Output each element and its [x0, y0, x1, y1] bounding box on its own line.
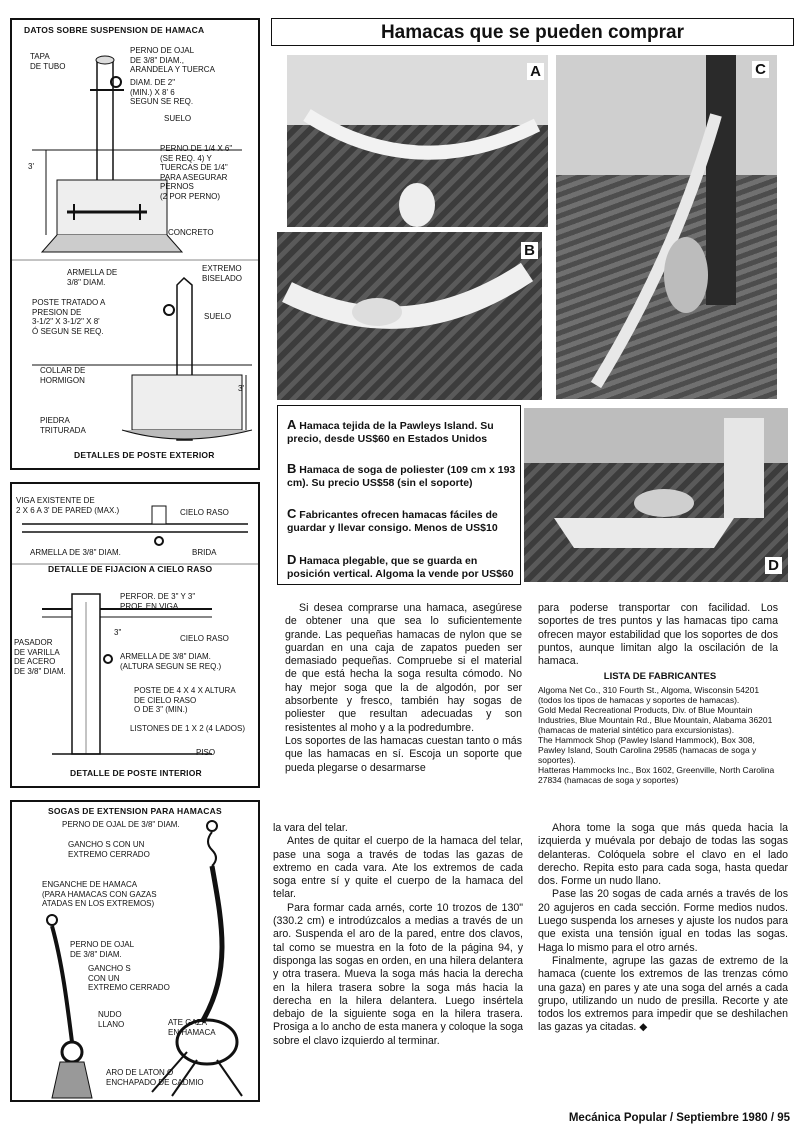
label-suelo-2: SUELO	[204, 312, 232, 321]
label-piedra: PIEDRA TRITURADA	[40, 416, 86, 435]
label-cielo-raso-1: CIELO RASO	[180, 508, 229, 517]
label-poste-ext: POSTE TRATADO A PRESION DE 3-1/2" X 3-1/2" X 8' Ó SEGUN SE REQ.	[32, 298, 106, 336]
label-extremo: EXTREMO BISELADO	[202, 264, 243, 283]
panel-title-suspension: DATOS SOBRE SUSPENSION DE HAMACA	[24, 25, 205, 35]
panel-title-poste-exterior: DETALLES DE POSTE EXTERIOR	[74, 450, 215, 460]
label-perno-top: PERNO DE OJAL DE 3/8" DIAM.	[62, 820, 180, 829]
buy-text-right: para poderse transportar con facilidad. Los soportes de tres puntos y las hamacas tipo cama ofrecen mayor estabilidad que los soportes de dos puntos, aunque limitan algo la oscilación de la hamaca.	[538, 602, 778, 668]
article-column-2: Ahora tome la soga que más queda hacia la izquierda y muévala por debajo de todas las sogas delanteras. Colóquela sobre el clavo en el lado derecho. Repita esto para cada soga, hasta quedar dos. Forme un nudo llano. Pase las 20 sogas de cada arnés a través de los 20 agujeros en cada sección. Forme medios nudos. Luego suspenda los arneses y ajuste los nudos para que exista una tensión igual en todas las sogas. Haga lo mismo para el otro arnés. Finalmente, agrupe las gazas de extremo de la hamaca (cuente los extremos de las trenzas cómo una gaza) en pares y ate una soga del arnés a cada grupo, utilizando un nudo de presilla. Recorte y ate todos los extremos para impedir que se deshilachen las gazas ya citadas. ◆	[538, 822, 788, 1034]
label-viga: VIGA EXISTENTE DE 2 X 6 A 3' DE PARED (MAX.)	[16, 496, 120, 515]
label-perno-quarter: PERNO DE 1/4 X 6" (SE REQ. 4) Y TUERCAS DE 1/4" PARA ASEGURAR PERNOS (2 POR PERNO)	[160, 144, 233, 201]
suspension-diagram-panel	[10, 18, 260, 470]
caption-b: B Hamaca de soga de poliester (109 cm x 193 cm). Su precio US$58 (sin el soporte)	[287, 461, 516, 489]
photo-label-d: D	[765, 557, 782, 574]
manufacturer-item: Algoma Net Co., 310 Fourth St., Algoma, Wisconsin 54201 (todos los tipos de hamacas y soportes de hamacas).	[538, 685, 760, 705]
page-title: Hamacas que se pueden comprar	[380, 22, 685, 43]
ceiling-diagram-panel	[10, 482, 260, 788]
photo-label-b: B	[521, 242, 538, 259]
label-brida: BRIDA	[192, 548, 217, 557]
label-listones: LISTONES DE 1 X 2 (4 LADOS)	[130, 724, 246, 733]
label-3ft-2: 3'	[238, 384, 244, 393]
label-pasador: PASADOR DE VARILLA DE ACERO DE 3/8" DIAM.	[14, 638, 66, 676]
panel-title-cielo-raso: DETALLE DE FIJACION A CIELO RASO	[48, 564, 213, 574]
article-column-1: la vara del telar. Antes de quitar el cuerpo de la hamaca del telar, pase una soga a través de todas las gazas de extremo en cada vara. Ate los extremos de cada soga entre sí y quite el cuerpo de la hamaca del telar. Para formar cada arnés, corte 10 trozos de 130" (330.2 cm) e introdúzcalos a medias a través de un aro. Suspenda el aro de la pared, entre dos clavos, tal como se muestra en la foto de la página 94, y disponga las sogas en orden, en una hilera delantera y otra trasera. Mueva la soga más hacia la derecha en la hilera trasera sobre la soga más hacia la derecha en la hilera delantera. Luego insértela debajo de la siguiente soga en la hilera trasera. Prosiga a lo ancho de esta manera y coloque la soga sobre el clavo izquierdo al terminar.	[273, 822, 523, 1047]
manufacturer-item: The Hammock Shop (Pawley Island Hammock), Box 308, Pawley Island, South Carolina 29585 (hamacas de soga y soportes).	[538, 735, 757, 765]
label-gancho-1: GANCHO S CON UN EXTREMO CERRADO	[68, 840, 150, 859]
label-gancho-2: GANCHO S CON UN EXTREMO CERRADO	[88, 964, 170, 992]
caption-c: C Fabricantes ofrecen hamacas fáciles de guardar y llevar consigo. Menos de US$10	[287, 506, 498, 534]
photo-b	[277, 232, 542, 400]
label-armella-int: ARMELLA DE 3/8" DIAM. (ALTURA SEGUN SE REQ.)	[120, 652, 222, 671]
label-nudo: NUDO LLANO	[98, 1010, 125, 1029]
label-piso: PISO	[196, 748, 216, 757]
label-perno-ojal-5: PERNO DE OJAL DE 3/8" DIAM.	[70, 940, 135, 959]
photo-d	[524, 408, 788, 582]
label-cielo-raso-2: CIELO RASO	[180, 634, 229, 643]
label-diam: DIAM. DE 2" (MIN.) X 8' 6 SEGUN SE REQ.	[130, 78, 194, 106]
page-footer: Mecánica Popular / Septiembre 1980 / 95	[568, 1112, 790, 1124]
panel-title-sogas: SOGAS DE EXTENSION PARA HAMACAS	[48, 806, 222, 816]
panel-title-poste-interior: DETALLE DE POSTE INTERIOR	[70, 768, 202, 778]
label-3ft-1: 3'	[28, 162, 34, 171]
manufacturers-list	[538, 672, 782, 785]
label-3in: 3"	[114, 628, 122, 637]
label-armella-ext: ARMELLA DE 3/8" DIAM.	[67, 268, 118, 287]
buy-text-left: Si desea comprarse una hamaca, asegúrese de obtener una que sea lo suficientemente grande. Las pequeñas hamacas de nylon que se guardan en una caja de zapatos pueden ser demasiado pequeñas. Compruebe si el material de que está hecha la soga resulta cómodo. No hay mejor soga que la de algodón, por ser absorbente y fresco, también hay sogas de poliester que resultan adecuadas y son resistentes al moho y a la podredumbre. Los soportes de las hamacas cuestan tanto o más que las hamacas en sí. Escoja un soporte que pueda plegarse o desarmarse	[285, 602, 522, 774]
label-aro: ARO DE LATON O ENCHAPADO DE CADMIO	[106, 1068, 204, 1087]
label-concreto: CONCRETO	[168, 228, 214, 237]
label-armella-cielo: ARMELLA DE 3/8" DIAM.	[30, 548, 121, 557]
label-collar: COLLAR DE HORMIGON	[40, 366, 86, 385]
label-enganche: ENGANCHE DE HAMACA (PARA HAMACAS CON GAZAS ATADAS EN LOS EXTREMOS)	[42, 880, 157, 908]
label-perno-ojal: PERNO DE OJAL DE 3/8" DIAM., ARANDELA Y TUERCA	[130, 46, 215, 74]
photo-label-a: A	[527, 63, 544, 80]
label-perfor: PERFOR. DE 3" Y 3" PROF. EN VIGA	[120, 592, 196, 611]
manufacturer-item: Gold Medal Recreational Products, Div. of Blue Mountain Industries, Blue Mountain Rd., Blue Mountain, Alabama 36201 (hamacas de material sintético para excursionistas).	[538, 705, 773, 735]
photo-c	[556, 55, 777, 399]
caption-a: A Hamaca tejida de la Pawleys Island. Su precio, desde US$60 en Estados Unidos	[287, 417, 494, 445]
photo-a	[287, 55, 548, 227]
manufacturer-item: Hatteras Hammocks Inc., Box 1602, Greenville, North Carolina 27834 (hamacas de soga y soportes)	[538, 765, 775, 785]
rope-extension-panel	[10, 800, 260, 1102]
header-box	[271, 18, 794, 46]
manufacturers-title: LISTA DE FABRICANTES	[603, 671, 717, 682]
label-poste-int: POSTE DE 4 X 4 X ALTURA DE CIELO RASO O DE 3" (MIN.)	[134, 686, 236, 714]
label-suelo-1: SUELO	[164, 114, 192, 123]
caption-d: D Hamaca plegable, que se guarda en posición vertical. Algoma la vende por US$60	[287, 552, 514, 580]
photo-label-c: C	[752, 61, 769, 78]
label-tapa: TAPA DE TUBO	[30, 52, 66, 71]
label-ate-gaza: ATE GAZA EN HAMACA	[168, 1018, 216, 1037]
